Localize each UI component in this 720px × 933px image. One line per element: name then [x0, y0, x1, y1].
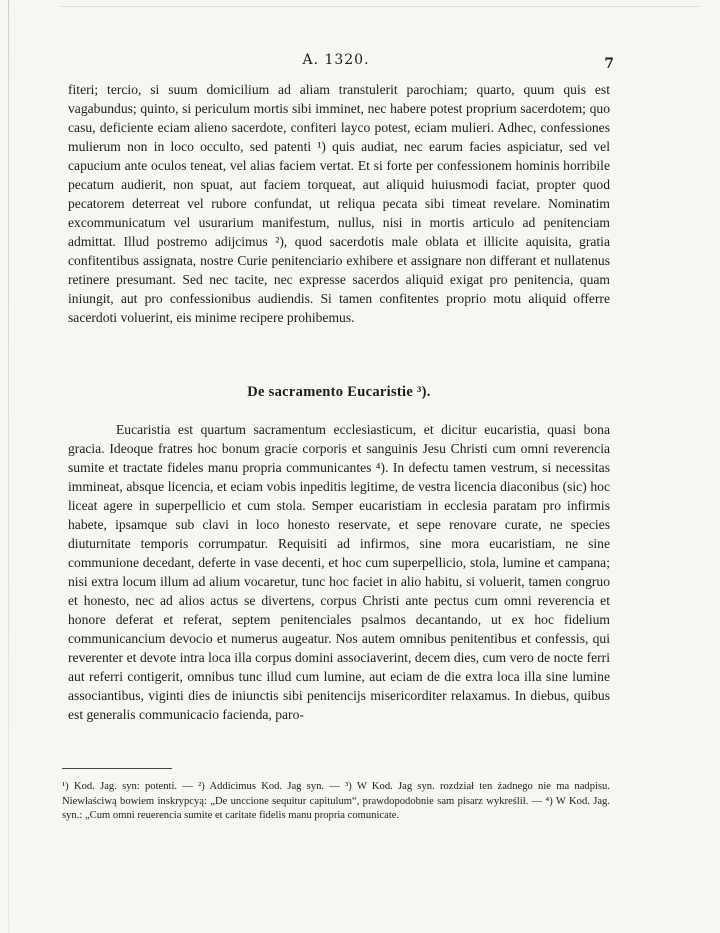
paragraph-eucharist: Eucaristia est quartum sacramentum ecclesiasticum, et dicitur eucaristia, quasi bona gracia. Ideoque fratres hoc bonum gracie corporis et sanguinis Jesu Christi cum omni reverencia sumite et tractate fideles manu propria communicantes ⁴). In defectu tamen vestrum, si necessitas immineat, absque licencia, et eciam vobis inpeditis legitime, de vestra licencia diaconibus (sic) hoc liceat agere in superpellicio et cum stola. Semper eucaristiam in ecclesia paratam pro infirmis habete, ipsamque sub clavi in loco honesto reservate, et sepe renovare curate, ne species diuturnitate temporis corrumpatur. Requisiti ad infirmos, sine mora eucaristiam, ne sine communione decedant, deferte in vase decenti, et hoc cum superpellicio, stola, lumine et campana; nisi extra locum illum ad alium vocaretur, tunc hoc faciet in alio habitu, si voluerit, tamen congruo et honesto, nec ad alios actus se divertens, corpus Christi ante pectus cum omni reverencia et honore deferat et referat, septem penitenciales psalmos decantando, ut ex hoc fidelium communicancium devocio et numerus augeatur. Nos autem omnibus penitentibus et confessis, qui reverenter et devote intra loca illa corpus domini associaverint, decem dies, cum vero de nocte ferri aut referri contigerit, omnibus tunc illud cum lumine, aut eciam de die extra loca illa sine lumine associantibus, viginti dies de iniunctis sibi penitencijs misericorditer relaxamus. In diebus, quibus est generalis communicacio facienda, paro-: [68, 422, 610, 722]
paragraph-confession: fiteri; tercio, si suum domicilium ad aliam transtulerit parochiam; quarto, quum quis est vagabundus; quinto, si periculum mortis sibi imminet, nec habere potest proprium sacerdotem; quo casu, deficiente eciam alieno sacerdote, confiteri layco potest, eciam mulieri. Adhec, confessiones mulierum non in loco occulto, sed patenti ¹) quis audiat, nec earum facies aspiciatur, sed vel capucium ante oculos teneat, vel alias faciem vertat. Et si forte per confessionem hominis horribile pecatum audierit, non spuat, aut faciem torqueat, aut aliquid huiusmodi faciat, propter quod pecatorem deterreat vel rubore confundat, ut reliqua pecata sibi timeat revelare. Nominatim excommunicatum vel usurarium manifestum, nullus, nisi in mortis articulo ad penitenciam admittat. Illud postremo adijcimus ²), quod sacerdotis male oblata et illicite aquisita, gratia confitentibus assignata, nostre Curie penitenciario exhibere et assignare non differant et nullatenus retinere presumant. Sed nec tacite, nec expresse sacerdos aliquid exigat pro penitencia, quam iniungit, aut pro confessionibus audiendis. Si tamen confitentes proprio motu aliquid offerre sacerdoti voluerint, eis minime recipere prohibemus.: [68, 82, 610, 325]
section-heading: De sacramento Eucaristie ³).: [247, 384, 431, 400]
running-head: A. 1320.: [302, 52, 370, 68]
page-edge-left: [8, 0, 9, 933]
footnotes: ¹) Kod. Jag. syn: potenti. — ²) Addicimus Kod. Jag syn. — ³) W Kod. Jag syn. rozdział ten żadnego nie ma nadpisu. Niewłaściwą bowiem inskrypcyą: „De unccione sequitur capitulum“, prawdopodobnie sam pisarz wykreślił. — ⁴) W Kod. Jag. syn.: „Cum omni reuerencia sumite et caritate fidelis manu propria comunicate.: [62, 781, 610, 821]
page-edge-top: [60, 6, 700, 7]
footnote-rule: [62, 768, 172, 769]
page-number: 7: [604, 56, 614, 72]
page-header: [58, 52, 614, 72]
